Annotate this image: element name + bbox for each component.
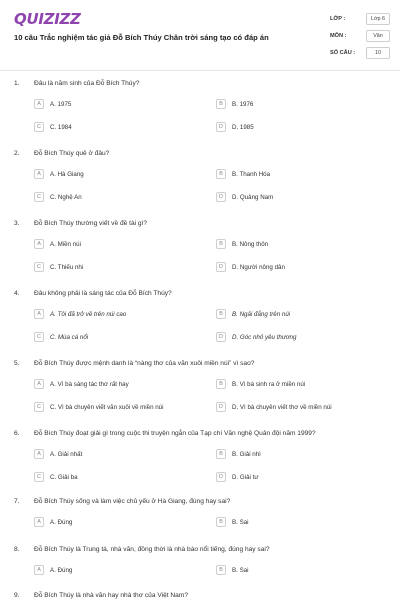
worksheet-title: 10 câu Trắc nghiệm tác giả Đỗ Bích Thúy Chân trời sáng tạo có đáp án <box>14 33 269 42</box>
option-text: B. Vì bà sinh ra ở miền núi <box>232 380 306 388</box>
option-text: A. Vì bà sáng tác thơ rất hay <box>50 380 129 388</box>
question-number: 6. <box>14 430 20 437</box>
option-b[interactable] <box>216 98 253 110</box>
option-letter-box: B <box>216 449 226 459</box>
option-letter-box: C <box>34 192 44 202</box>
option-letter-box: A <box>34 565 44 575</box>
meta-row-subject <box>330 27 390 44</box>
option-b[interactable] <box>216 168 270 180</box>
option-text: A. 1975 <box>50 100 72 108</box>
question-number: 2. <box>14 150 20 157</box>
option-letter-box: B <box>216 379 226 389</box>
option-c[interactable] <box>34 261 83 273</box>
option-d[interactable] <box>216 471 259 483</box>
question-number: 3. <box>14 220 20 227</box>
option-letter-box: B <box>216 309 226 319</box>
option-text: A. Miền núi <box>50 240 81 248</box>
option-text: D. Quảng Nam <box>232 193 274 201</box>
question-number: 1. <box>14 80 20 87</box>
option-b[interactable] <box>216 516 249 528</box>
option-b[interactable] <box>216 448 261 460</box>
option-d[interactable] <box>216 261 285 273</box>
question-text: Đâu không phải là sáng tác của Đỗ Bích Thúy? <box>34 290 172 297</box>
option-text: D. Giải tư <box>232 473 259 481</box>
option-letter-box: B <box>216 169 226 179</box>
option-text: C. Thiếu nhi <box>50 263 84 271</box>
question-number: 4. <box>14 290 20 297</box>
header-divider <box>0 70 400 71</box>
option-letter-box: B <box>216 565 226 575</box>
option-letter-box: A <box>34 517 44 527</box>
option-d[interactable] <box>216 401 332 413</box>
question-number: 9. <box>14 592 20 599</box>
option-letter-box: B <box>216 517 226 527</box>
option-c[interactable] <box>34 191 82 203</box>
quizizz-logo: QUIZIZZ <box>14 10 81 28</box>
option-a[interactable] <box>34 308 126 320</box>
question-text: Đỗ Bích Thúy là nhà văn hay nhà thơ của Việt Nam? <box>34 592 188 599</box>
option-letter-box: A <box>34 379 44 389</box>
option-a[interactable] <box>34 238 81 250</box>
option-letter-box: C <box>34 472 44 482</box>
option-c[interactable] <box>34 121 72 133</box>
option-letter-box: A <box>34 99 44 109</box>
question-number: 7. <box>14 498 20 505</box>
option-text: A. Hà Giang <box>50 170 84 178</box>
option-letter-box: D <box>216 332 226 342</box>
option-text: B. 1976 <box>232 100 254 108</box>
option-c[interactable] <box>34 331 88 343</box>
question-text: Đâu là năm sinh của Đỗ Bích Thúy? <box>34 80 140 87</box>
option-letter-box: C <box>34 402 44 412</box>
option-a[interactable] <box>34 564 72 576</box>
option-letter-box: B <box>216 239 226 249</box>
option-text: C. Vì bà chuyên viết văn xuôi về miền núi <box>50 403 164 411</box>
option-letter-box: D <box>216 402 226 412</box>
option-letter-box: D <box>216 262 226 272</box>
option-a[interactable] <box>34 378 129 390</box>
meta-label: SỐ CÂU : <box>330 49 356 56</box>
option-letter-box: D <box>216 472 226 482</box>
option-text: B. Sai <box>232 518 249 526</box>
option-text: B. Giải nhì <box>232 450 261 458</box>
option-letter-box: C <box>34 332 44 342</box>
option-letter-box: D <box>216 122 226 132</box>
meta-value: Văn <box>366 30 390 42</box>
question-text: Đỗ Bích Thúy thường viết về đề tài gì? <box>34 220 148 227</box>
meta-row-count <box>330 44 390 61</box>
option-c[interactable] <box>34 401 164 413</box>
option-text: B. Sai <box>232 566 249 574</box>
option-letter-box: C <box>34 122 44 132</box>
option-letter-box: B <box>216 99 226 109</box>
option-text: C. 1984 <box>50 123 72 131</box>
option-d[interactable] <box>216 331 296 343</box>
option-a[interactable] <box>34 516 72 528</box>
option-letter-box: C <box>34 262 44 272</box>
worksheet-header <box>0 0 400 68</box>
option-a[interactable] <box>34 168 84 180</box>
option-d[interactable] <box>216 121 254 133</box>
question-text: Đỗ Bích Thúy sống và làm việc chủ yếu ở Hà Giang, đúng hay sai? <box>34 498 231 505</box>
option-text: C. Nghệ An <box>50 193 82 201</box>
meta-value: 10 <box>366 47 390 59</box>
option-text: C. Mùa cá nổi <box>50 333 89 341</box>
option-c[interactable] <box>34 471 78 483</box>
option-text: D. Vì bà chuyên viết thơ về miền núi <box>232 403 332 411</box>
option-letter-box: D <box>216 192 226 202</box>
option-b[interactable] <box>216 564 249 576</box>
question-number: 5. <box>14 360 20 367</box>
option-d[interactable] <box>216 191 273 203</box>
option-text: D. Góc nhỏ yêu thương <box>232 333 297 341</box>
option-text: B. Ngải đắng trên núi <box>232 310 291 318</box>
option-text: A. Đúng <box>50 518 73 526</box>
option-letter-box: A <box>34 449 44 459</box>
option-text: B. Nông thôn <box>232 240 269 248</box>
question-text: Đỗ Bích Thúy quê ở đâu? <box>34 150 110 157</box>
question-text: Đỗ Bích Thúy được mệnh danh là “nàng thơ của văn xuôi miền núi” vì sao? <box>34 360 255 367</box>
worksheet-meta <box>330 10 390 61</box>
option-letter-box: A <box>34 239 44 249</box>
meta-row-grade <box>330 10 390 27</box>
option-letter-box: A <box>34 169 44 179</box>
option-a[interactable] <box>34 98 71 110</box>
question-text: Đỗ Bích Thúy là Trung tá, nhà văn, đồng thời là nhà báo nổi tiếng, đúng hay sai? <box>34 546 270 553</box>
option-b[interactable] <box>216 378 305 390</box>
question-number: 8. <box>14 546 20 553</box>
option-text: C. Giải ba <box>50 473 78 481</box>
option-text: D. 1985 <box>232 123 254 131</box>
option-text: B. Thanh Hóa <box>232 170 271 178</box>
option-text: A. Tôi đã trở về trên núi cao <box>50 310 127 318</box>
meta-value: Lớp 6 <box>366 13 390 25</box>
option-b[interactable] <box>216 238 268 250</box>
meta-label: MÔN : <box>330 32 347 39</box>
meta-label: LỚP : <box>330 15 346 22</box>
option-letter-box: A <box>34 309 44 319</box>
option-a[interactable] <box>34 448 82 460</box>
option-b[interactable] <box>216 308 290 320</box>
option-text: A. Đúng <box>50 566 73 574</box>
question-text: Đỗ Bích Thúy đoạt giải gì trong cuộc thi truyện ngắn của Tạp chí Văn nghệ Quân đội năm 1999? <box>34 430 316 437</box>
option-text: A. Giải nhất <box>50 450 83 458</box>
option-text: D. Người nông dân <box>232 263 285 271</box>
